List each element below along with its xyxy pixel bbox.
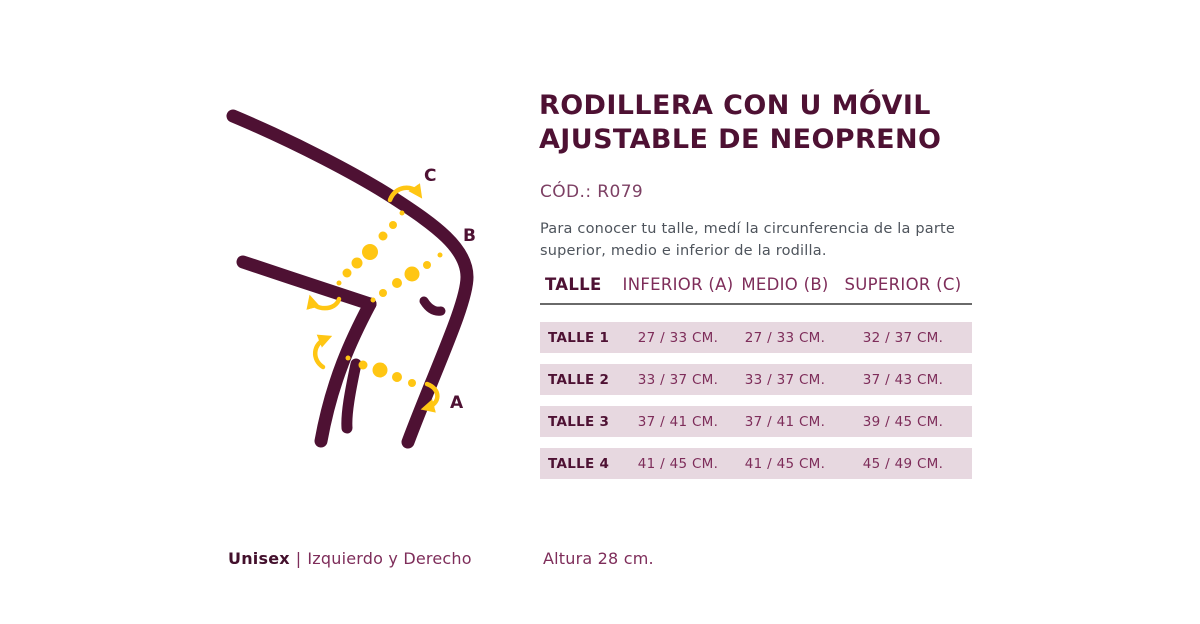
- page-title-line1: RODILLERA CON U MÓVIL: [539, 90, 931, 121]
- row-superior-value: 37 / 43 CM.: [862, 371, 944, 388]
- table-row: [540, 364, 972, 395]
- table-row: [540, 448, 972, 479]
- row-talle-label: TALLE 1: [548, 329, 610, 346]
- knee-outline: [233, 116, 467, 442]
- arrow-back-thigh-icon: [311, 299, 339, 308]
- unisex-label: Unisex: [228, 549, 290, 568]
- header-inferior: INFERIOR (A): [622, 275, 734, 294]
- gender-side-info: [228, 549, 472, 568]
- height-info: Altura 28 cm.: [543, 549, 654, 568]
- row-medio-value: 27 / 33 CM.: [744, 329, 826, 346]
- header-talle: TALLE: [545, 275, 602, 294]
- table-row: [540, 406, 972, 437]
- page-title: [539, 89, 999, 157]
- row-medio-value: 37 / 41 CM.: [744, 413, 826, 430]
- header-superior: SUPERIOR (C): [844, 275, 962, 294]
- row-superior-value: 45 / 49 CM.: [862, 455, 944, 472]
- label-c: C: [424, 166, 437, 186]
- sides-label: Izquierdo y Derecho: [307, 549, 472, 568]
- label-b: B: [463, 226, 476, 246]
- sizing-instructions: Para conocer tu talle, medí la circunferencia de la parte superior, medio e inferior de la rodilla.: [540, 221, 956, 259]
- product-code: CÓD.: R079: [540, 182, 644, 202]
- dotted-line-b: [371, 253, 443, 303]
- separator: |: [295, 549, 302, 568]
- table-row: [540, 322, 972, 353]
- header-medio: MEDIO (B): [741, 275, 829, 294]
- row-medio-value: 41 / 45 CM.: [744, 455, 826, 472]
- row-superior-value: 32 / 37 CM.: [862, 329, 944, 346]
- row-inferior-value: 27 / 33 CM.: [637, 329, 719, 346]
- label-a: A: [450, 393, 464, 413]
- row-talle-label: TALLE 4: [548, 455, 610, 472]
- dotted-line-c: [337, 211, 405, 286]
- knee-measurement-diagram: [200, 80, 520, 480]
- row-inferior-value: 33 / 37 CM.: [637, 371, 719, 388]
- row-talle-label: TALLE 3: [548, 413, 610, 430]
- page-title-line2: AJUSTABLE DE NEOPRENO: [539, 124, 942, 155]
- row-inferior-value: 41 / 45 CM.: [637, 455, 719, 472]
- row-superior-value: 39 / 45 CM.: [862, 413, 944, 430]
- arrow-calf-icon: [315, 338, 327, 367]
- size-table-header: [540, 275, 972, 305]
- row-inferior-value: 37 / 41 CM.: [637, 413, 719, 430]
- row-medio-value: 33 / 37 CM.: [744, 371, 826, 388]
- row-talle-label: TALLE 2: [548, 371, 610, 388]
